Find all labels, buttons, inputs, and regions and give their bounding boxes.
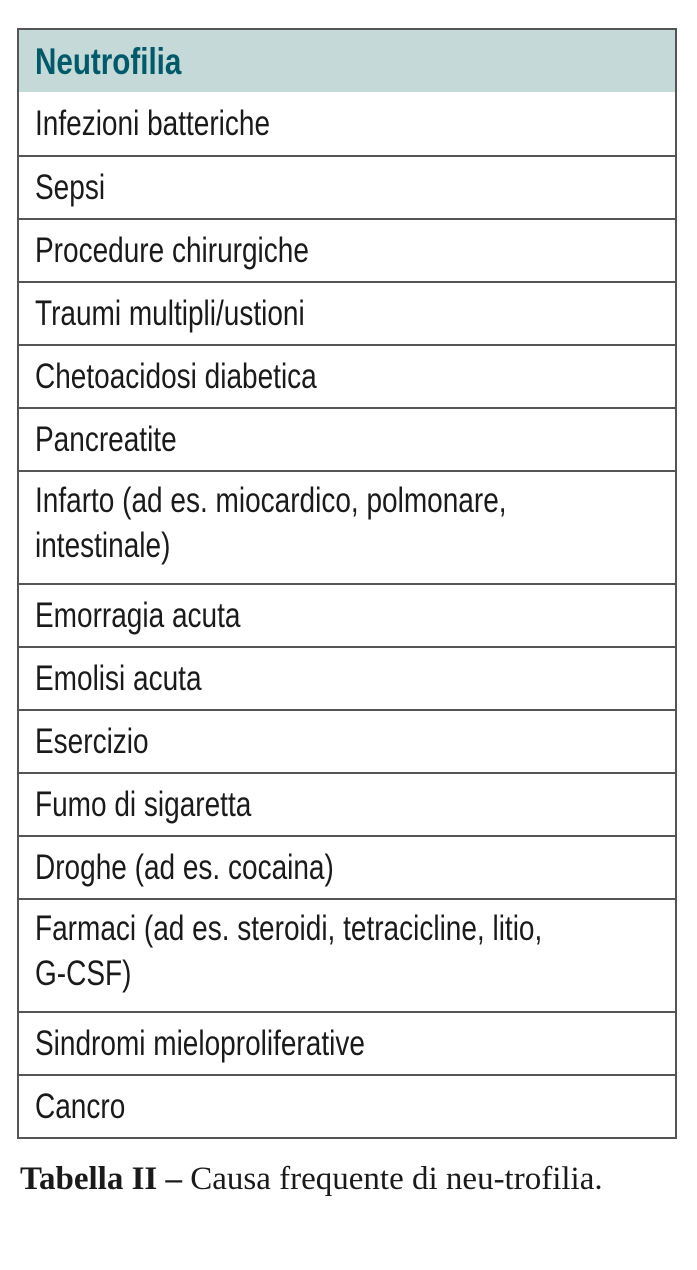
cell-text: Farmaci (ad es. steroidi, tetracicline, litio, [35, 909, 543, 948]
table-caption [20, 1155, 676, 1203]
table-row [19, 155, 675, 218]
cell-text: Droghe (ad es. cocaina) [35, 848, 334, 887]
cell-text: Fumo di sigaretta [35, 785, 252, 824]
cell-text: Chetoacidosi diabetica [35, 357, 317, 396]
cell-text: Procedure chirurgiche [35, 231, 309, 270]
table-row [19, 583, 675, 646]
table-row [19, 1011, 675, 1074]
cell-text: Infarto (ad es. miocardico, polmonare, [35, 481, 507, 520]
cell-text: Pancreatite [35, 420, 177, 459]
cell-text: Emolisi acuta [35, 659, 202, 698]
cell-text: Cancro [35, 1087, 126, 1126]
table-row [19, 772, 675, 835]
caption-label: Tabella II – [20, 1161, 183, 1197]
neutrophilia-table [17, 28, 677, 1139]
cell-text: Infezioni batteriche [35, 104, 271, 143]
table-header [19, 30, 675, 92]
table-row [19, 344, 675, 407]
table-row [19, 646, 675, 709]
table-row [19, 709, 675, 772]
cell-text: Emorragia acuta [35, 596, 241, 635]
table-row [19, 1074, 675, 1137]
header-label: Neutrofilia [35, 40, 182, 82]
table-row [19, 92, 675, 155]
table-row [19, 407, 675, 470]
table-row [19, 281, 675, 344]
cell-text: intestinale) [35, 526, 171, 565]
table-row [19, 470, 675, 583]
table-row [19, 835, 675, 898]
cell-text: G-CSF) [35, 954, 132, 993]
cell-text: Sindromi mieloproliferative [35, 1024, 365, 1063]
cell-text: Esercizio [35, 722, 149, 761]
table-row [19, 898, 675, 1011]
caption-text: Causa frequente di neu-trofilia. [190, 1161, 603, 1197]
cell-text: Sepsi [35, 168, 106, 207]
cell-text: Traumi multipli/ustioni [35, 294, 305, 333]
table-row [19, 218, 675, 281]
